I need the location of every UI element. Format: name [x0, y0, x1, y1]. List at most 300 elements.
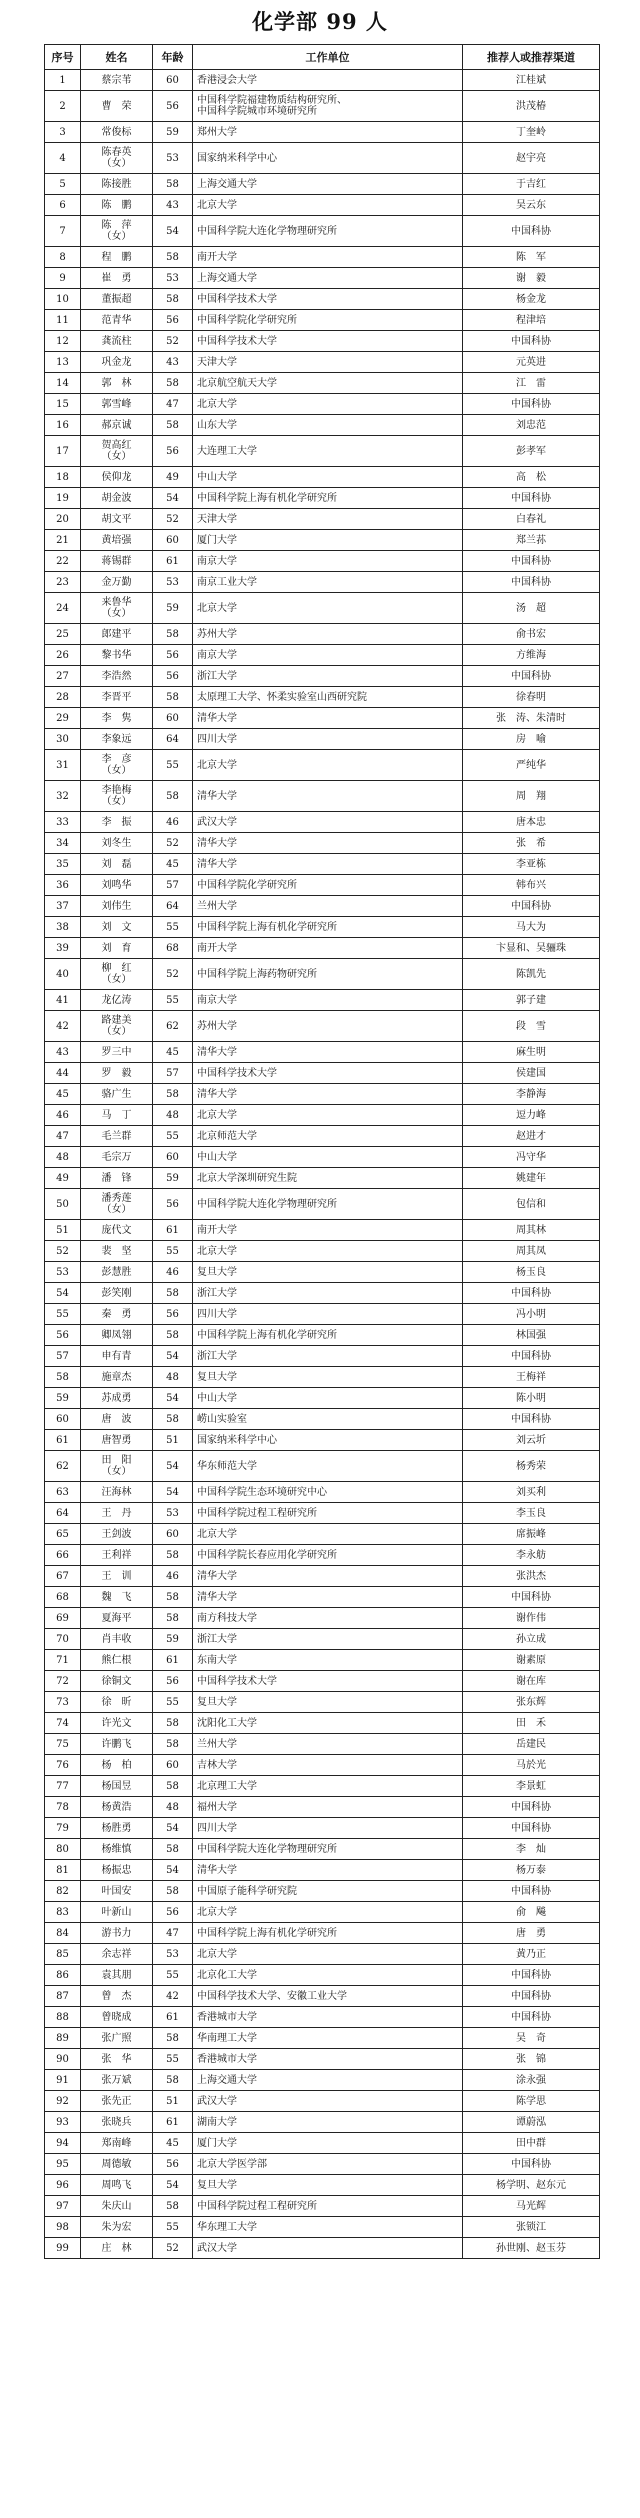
- cell-recommender: 彭孝军: [463, 436, 600, 467]
- table-row: [45, 1881, 600, 1902]
- cell-age: 52: [153, 959, 193, 990]
- cell-unit: 华东师范大学: [193, 1451, 463, 1482]
- header-no: 序号: [45, 45, 81, 70]
- table-row: [45, 488, 600, 509]
- cell-recommender: 李亚栋: [463, 854, 600, 875]
- cell-recommender: 杨玉良: [463, 1262, 600, 1283]
- cell-age: 55: [153, 2217, 193, 2238]
- cell-name: 申有青: [81, 1346, 153, 1367]
- table-row: [45, 352, 600, 373]
- cell-name: 张广照: [81, 2028, 153, 2049]
- table-row: [45, 1734, 600, 1755]
- cell-age: 55: [153, 1126, 193, 1147]
- cell-recommender: 孙立成: [463, 1629, 600, 1650]
- cell-name: 曾 杰: [81, 1986, 153, 2007]
- cell-no: 31: [45, 750, 81, 781]
- table-row: [45, 1986, 600, 2007]
- cell-recommender: 郑兰荪: [463, 530, 600, 551]
- cell-recommender: 冯小明: [463, 1304, 600, 1325]
- cell-name: 卿凤翎: [81, 1325, 153, 1346]
- cell-unit: 清华大学: [193, 781, 463, 812]
- table-row: [45, 833, 600, 854]
- cell-no: 65: [45, 1524, 81, 1545]
- cell-recommender: 马大为: [463, 917, 600, 938]
- cell-unit: 北京大学: [193, 195, 463, 216]
- cell-no: 23: [45, 572, 81, 593]
- cell-no: 91: [45, 2070, 81, 2091]
- cell-no: 48: [45, 1147, 81, 1168]
- cell-unit: 清华大学: [193, 833, 463, 854]
- table-row: [45, 1860, 600, 1881]
- cell-unit: 北京大学医学部: [193, 2154, 463, 2175]
- cell-age: 58: [153, 687, 193, 708]
- cell-age: 56: [153, 645, 193, 666]
- table-row: [45, 666, 600, 687]
- cell-name: 刘 育: [81, 938, 153, 959]
- cell-recommender: 高 松: [463, 467, 600, 488]
- cell-unit: 浙江大学: [193, 1629, 463, 1650]
- cell-no: 52: [45, 1241, 81, 1262]
- cell-recommender: 程津培: [463, 310, 600, 331]
- table-row: [45, 1629, 600, 1650]
- cell-name: 罗 毅: [81, 1063, 153, 1084]
- cell-no: 94: [45, 2133, 81, 2154]
- cell-recommender: 中国科协: [463, 896, 600, 917]
- cell-no: 61: [45, 1430, 81, 1451]
- cell-age: 61: [153, 1650, 193, 1671]
- cell-recommender: 谢在库: [463, 1671, 600, 1692]
- cell-recommender: 田 禾: [463, 1713, 600, 1734]
- header-recommender: 推荐人或推荐渠道: [463, 45, 600, 70]
- table-row: [45, 2175, 600, 2196]
- cell-unit: 清华大学: [193, 1566, 463, 1587]
- cell-name: 李 彦 （女）: [81, 750, 153, 781]
- cell-recommender: 段 雪: [463, 1011, 600, 1042]
- cell-name: 田 阳 （女）: [81, 1451, 153, 1482]
- cell-unit: 北京大学: [193, 1105, 463, 1126]
- cell-name: 崔 勇: [81, 268, 153, 289]
- cell-no: 55: [45, 1304, 81, 1325]
- cell-unit: 中山大学: [193, 467, 463, 488]
- page-title: 化学部 99 人: [252, 9, 388, 34]
- cell-unit: 中国科学院过程工程研究所: [193, 1503, 463, 1524]
- cell-recommender: 杨学明、赵东元: [463, 2175, 600, 2196]
- cell-unit: 兰州大学: [193, 1734, 463, 1755]
- cell-age: 61: [153, 2007, 193, 2028]
- cell-recommender: 汤 超: [463, 593, 600, 624]
- cell-unit: 南方科技大学: [193, 1608, 463, 1629]
- cell-name: 罗三中: [81, 1042, 153, 1063]
- cell-no: 76: [45, 1755, 81, 1776]
- cell-recommender: 张 锦: [463, 2049, 600, 2070]
- cell-name: 王剑波: [81, 1524, 153, 1545]
- cell-no: 39: [45, 938, 81, 959]
- cell-recommender: 李景虹: [463, 1776, 600, 1797]
- cell-unit: 中国科学院化学研究所: [193, 875, 463, 896]
- table-row: [45, 1042, 600, 1063]
- cell-no: 34: [45, 833, 81, 854]
- cell-name: 苏成勇: [81, 1388, 153, 1409]
- table-row: [45, 1283, 600, 1304]
- cell-name: 徐铜文: [81, 1671, 153, 1692]
- cell-unit: 北京航空航天大学: [193, 373, 463, 394]
- cell-unit: 上海交通大学: [193, 268, 463, 289]
- cell-name: 马 丁: [81, 1105, 153, 1126]
- cell-age: 55: [153, 917, 193, 938]
- cell-recommender: 中国科协: [463, 551, 600, 572]
- cell-no: 32: [45, 781, 81, 812]
- cell-age: 55: [153, 990, 193, 1011]
- cell-recommender: 中国科协: [463, 1587, 600, 1608]
- cell-no: 87: [45, 1986, 81, 2007]
- cell-name: 唐智勇: [81, 1430, 153, 1451]
- cell-unit: 中国科学技术大学、安徽工业大学: [193, 1986, 463, 2007]
- table-row: [45, 268, 600, 289]
- cell-name: 杨振忠: [81, 1860, 153, 1881]
- header-unit: 工作单位: [193, 45, 463, 70]
- cell-no: 22: [45, 551, 81, 572]
- cell-name: 蔡宗苇: [81, 70, 153, 91]
- cell-name: 庄 林: [81, 2238, 153, 2259]
- cell-name: 王 训: [81, 1566, 153, 1587]
- table-row: [45, 1367, 600, 1388]
- cell-recommender: 郭子建: [463, 990, 600, 1011]
- cell-name: 李 隽: [81, 708, 153, 729]
- cell-unit: 中国科学院大连化学物理研究所: [193, 216, 463, 247]
- cell-unit: 厦门大学: [193, 530, 463, 551]
- cell-no: 2: [45, 91, 81, 122]
- cell-no: 27: [45, 666, 81, 687]
- cell-no: 89: [45, 2028, 81, 2049]
- cell-recommender: 徐春明: [463, 687, 600, 708]
- table-row: [45, 1797, 600, 1818]
- cell-age: 54: [153, 1388, 193, 1409]
- cell-age: 48: [153, 1367, 193, 1388]
- cell-recommender: 中国科协: [463, 488, 600, 509]
- cell-age: 59: [153, 593, 193, 624]
- cell-age: 54: [153, 488, 193, 509]
- table-row: [45, 394, 600, 415]
- cell-recommender: 谢素原: [463, 1650, 600, 1671]
- table-row: [45, 1105, 600, 1126]
- cell-no: 4: [45, 143, 81, 174]
- cell-recommender: 涂永强: [463, 2070, 600, 2091]
- cell-name: 龙亿涛: [81, 990, 153, 1011]
- cell-unit: 武汉大学: [193, 2238, 463, 2259]
- cell-unit: 北京师范大学: [193, 1126, 463, 1147]
- cell-no: 47: [45, 1126, 81, 1147]
- cell-name: 秦 勇: [81, 1304, 153, 1325]
- table-row: [45, 1409, 600, 1430]
- cell-unit: 清华大学: [193, 1860, 463, 1881]
- cell-name: 胡文平: [81, 509, 153, 530]
- cell-unit: 中山大学: [193, 1388, 463, 1409]
- table-row: [45, 1147, 600, 1168]
- cell-no: 98: [45, 2217, 81, 2238]
- cell-age: 58: [153, 1881, 193, 1902]
- cell-no: 21: [45, 530, 81, 551]
- cell-age: 64: [153, 896, 193, 917]
- cell-name: 王 丹: [81, 1503, 153, 1524]
- cell-age: 64: [153, 729, 193, 750]
- cell-unit: 太原理工大学、怀柔实验室山西研究院: [193, 687, 463, 708]
- cell-unit: 天津大学: [193, 352, 463, 373]
- table-row: [45, 216, 600, 247]
- cell-unit: 中国科学技术大学: [193, 1063, 463, 1084]
- cell-age: 61: [153, 551, 193, 572]
- cell-recommender: 元英进: [463, 352, 600, 373]
- table-row: [45, 2133, 600, 2154]
- cell-name: 李浩然: [81, 666, 153, 687]
- cell-unit: 北京大学: [193, 750, 463, 781]
- cell-recommender: 田中群: [463, 2133, 600, 2154]
- table-row: [45, 1451, 600, 1482]
- cell-unit: 武汉大学: [193, 2091, 463, 2112]
- table-row: [45, 1902, 600, 1923]
- cell-name: 贺高红 （女）: [81, 436, 153, 467]
- cell-name: 许鹏飞: [81, 1734, 153, 1755]
- cell-name: 李晋平: [81, 687, 153, 708]
- cell-no: 60: [45, 1409, 81, 1430]
- cell-no: 57: [45, 1346, 81, 1367]
- cell-unit: 上海交通大学: [193, 2070, 463, 2091]
- cell-unit: 吉林大学: [193, 1755, 463, 1776]
- cell-name: 郭 林: [81, 373, 153, 394]
- cell-no: 99: [45, 2238, 81, 2259]
- cell-age: 46: [153, 1262, 193, 1283]
- cell-unit: 南开大学: [193, 247, 463, 268]
- member-table: [44, 44, 600, 2259]
- cell-name: 金万勤: [81, 572, 153, 593]
- cell-unit: 东南大学: [193, 1650, 463, 1671]
- table-row: [45, 645, 600, 666]
- cell-unit: 华东理工大学: [193, 2217, 463, 2238]
- table-row: [45, 2070, 600, 2091]
- cell-age: 59: [153, 1168, 193, 1189]
- cell-no: 18: [45, 467, 81, 488]
- cell-age: 52: [153, 833, 193, 854]
- cell-unit: 四川大学: [193, 1304, 463, 1325]
- cell-age: 55: [153, 1965, 193, 1986]
- cell-name: 周德敏: [81, 2154, 153, 2175]
- cell-unit: 浙江大学: [193, 1346, 463, 1367]
- cell-age: 68: [153, 938, 193, 959]
- table-row: [45, 2049, 600, 2070]
- table-row: [45, 1965, 600, 1986]
- cell-recommender: 卞显和、吴骊珠: [463, 938, 600, 959]
- cell-name: 杨 柏: [81, 1755, 153, 1776]
- cell-name: 柳 红 （女）: [81, 959, 153, 990]
- cell-recommender: 中国科协: [463, 2154, 600, 2175]
- cell-no: 88: [45, 2007, 81, 2028]
- table-row: [45, 1346, 600, 1367]
- cell-recommender: 严纯华: [463, 750, 600, 781]
- cell-name: 陈接胜: [81, 174, 153, 195]
- table-row: [45, 990, 600, 1011]
- cell-unit: 山东大学: [193, 415, 463, 436]
- table-row: [45, 729, 600, 750]
- cell-name: 毛兰群: [81, 1126, 153, 1147]
- cell-no: 85: [45, 1944, 81, 1965]
- cell-age: 62: [153, 1011, 193, 1042]
- cell-name: 彭慧胜: [81, 1262, 153, 1283]
- cell-unit: 浙江大学: [193, 1283, 463, 1304]
- table-row: [45, 530, 600, 551]
- cell-unit: 大连理工大学: [193, 436, 463, 467]
- cell-age: 57: [153, 875, 193, 896]
- cell-unit: 湖南大学: [193, 2112, 463, 2133]
- cell-recommender: 岳建民: [463, 1734, 600, 1755]
- cell-recommender: 张 希: [463, 833, 600, 854]
- table-header-row: [45, 45, 600, 70]
- cell-recommender: 俞书宏: [463, 624, 600, 645]
- cell-no: 68: [45, 1587, 81, 1608]
- cell-no: 69: [45, 1608, 81, 1629]
- cell-age: 58: [153, 289, 193, 310]
- cell-recommender: 吴云东: [463, 195, 600, 216]
- cell-name: 徐 昕: [81, 1692, 153, 1713]
- cell-no: 80: [45, 1839, 81, 1860]
- cell-recommender: 江 雷: [463, 373, 600, 394]
- cell-unit: 中国科学技术大学: [193, 289, 463, 310]
- table-row: [45, 812, 600, 833]
- cell-name: 郎建平: [81, 624, 153, 645]
- cell-unit: 中国科学院福建物质结构研究所、 中国科学院城市环境研究所: [193, 91, 463, 122]
- table-row: [45, 1692, 600, 1713]
- cell-unit: 香港城市大学: [193, 2007, 463, 2028]
- table-row: [45, 436, 600, 467]
- cell-recommender: 冯守华: [463, 1147, 600, 1168]
- cell-recommender: 黄乃正: [463, 1944, 600, 1965]
- cell-no: 46: [45, 1105, 81, 1126]
- table-row: [45, 1650, 600, 1671]
- cell-unit: 北京大学: [193, 1241, 463, 1262]
- cell-age: 54: [153, 1860, 193, 1881]
- cell-no: 38: [45, 917, 81, 938]
- cell-no: 44: [45, 1063, 81, 1084]
- cell-recommender: 中国科协: [463, 1283, 600, 1304]
- cell-age: 61: [153, 1220, 193, 1241]
- cell-recommender: 唐本忠: [463, 812, 600, 833]
- cell-age: 57: [153, 1063, 193, 1084]
- cell-no: 62: [45, 1451, 81, 1482]
- cell-recommender: 逗力峰: [463, 1105, 600, 1126]
- cell-age: 58: [153, 624, 193, 645]
- cell-no: 19: [45, 488, 81, 509]
- cell-no: 86: [45, 1965, 81, 1986]
- cell-unit: 武汉大学: [193, 812, 463, 833]
- cell-unit: 复旦大学: [193, 2175, 463, 2196]
- table-row: [45, 1566, 600, 1587]
- cell-no: 12: [45, 331, 81, 352]
- cell-recommender: 谭蔚泓: [463, 2112, 600, 2133]
- table-row: [45, 310, 600, 331]
- cell-recommender: 谢作伟: [463, 1608, 600, 1629]
- cell-age: 45: [153, 2133, 193, 2154]
- table-row: [45, 917, 600, 938]
- cell-name: 刘冬生: [81, 833, 153, 854]
- cell-name: 肖丰收: [81, 1629, 153, 1650]
- cell-age: 58: [153, 247, 193, 268]
- cell-age: 52: [153, 331, 193, 352]
- cell-age: 49: [153, 467, 193, 488]
- cell-recommender: 李静海: [463, 1084, 600, 1105]
- cell-no: 33: [45, 812, 81, 833]
- cell-recommender: 赵宇亮: [463, 143, 600, 174]
- cell-unit: 中国科学院上海有机化学研究所: [193, 1923, 463, 1944]
- cell-name: 杨维慎: [81, 1839, 153, 1860]
- cell-recommender: 房 喻: [463, 729, 600, 750]
- cell-unit: 中国科学院化学研究所: [193, 310, 463, 331]
- table-row: [45, 1839, 600, 1860]
- table-row: [45, 174, 600, 195]
- cell-recommender: 张 涛、朱清时: [463, 708, 600, 729]
- cell-age: 58: [153, 373, 193, 394]
- cell-recommender: 洪茂椿: [463, 91, 600, 122]
- cell-age: 54: [153, 1482, 193, 1503]
- cell-no: 51: [45, 1220, 81, 1241]
- table-row: [45, 1671, 600, 1692]
- cell-unit: 香港浸会大学: [193, 70, 463, 91]
- cell-unit: 厦门大学: [193, 2133, 463, 2154]
- cell-name: 杨黄浩: [81, 1797, 153, 1818]
- table-row: [45, 122, 600, 143]
- cell-unit: 天津大学: [193, 509, 463, 530]
- table-row: [45, 1126, 600, 1147]
- table-row: [45, 750, 600, 781]
- cell-name: 庞代文: [81, 1220, 153, 1241]
- table-body: [45, 70, 600, 2259]
- cell-age: 56: [153, 1902, 193, 1923]
- cell-age: 52: [153, 509, 193, 530]
- cell-name: 杨国昱: [81, 1776, 153, 1797]
- cell-name: 刘 磊: [81, 854, 153, 875]
- cell-age: 58: [153, 1409, 193, 1430]
- cell-recommender: 中国科协: [463, 1346, 600, 1367]
- table-row: [45, 91, 600, 122]
- cell-name: 蒋锡群: [81, 551, 153, 572]
- cell-unit: 中国科学院过程工程研究所: [193, 2196, 463, 2217]
- cell-no: 20: [45, 509, 81, 530]
- cell-age: 58: [153, 1325, 193, 1346]
- table-row: [45, 959, 600, 990]
- cell-no: 53: [45, 1262, 81, 1283]
- cell-recommender: 刘云圻: [463, 1430, 600, 1451]
- table-row: [45, 2196, 600, 2217]
- table-row: [45, 1084, 600, 1105]
- cell-age: 59: [153, 122, 193, 143]
- cell-no: 81: [45, 1860, 81, 1881]
- cell-recommender: 陈学思: [463, 2091, 600, 2112]
- cell-name: 侯仰龙: [81, 467, 153, 488]
- cell-name: 周鸣飞: [81, 2175, 153, 2196]
- table-row: [45, 687, 600, 708]
- cell-name: 黎书华: [81, 645, 153, 666]
- cell-age: 58: [153, 1713, 193, 1734]
- cell-age: 59: [153, 1629, 193, 1650]
- cell-no: 96: [45, 2175, 81, 2196]
- cell-name: 施章杰: [81, 1367, 153, 1388]
- cell-unit: 中国科学院长春应用化学研究所: [193, 1545, 463, 1566]
- cell-no: 35: [45, 854, 81, 875]
- table-row: [45, 143, 600, 174]
- cell-unit: 北京理工大学: [193, 1776, 463, 1797]
- table-row: [45, 2217, 600, 2238]
- table-row: [45, 2007, 600, 2028]
- cell-age: 58: [153, 1084, 193, 1105]
- cell-name: 刘伟生: [81, 896, 153, 917]
- cell-name: 叶新山: [81, 1902, 153, 1923]
